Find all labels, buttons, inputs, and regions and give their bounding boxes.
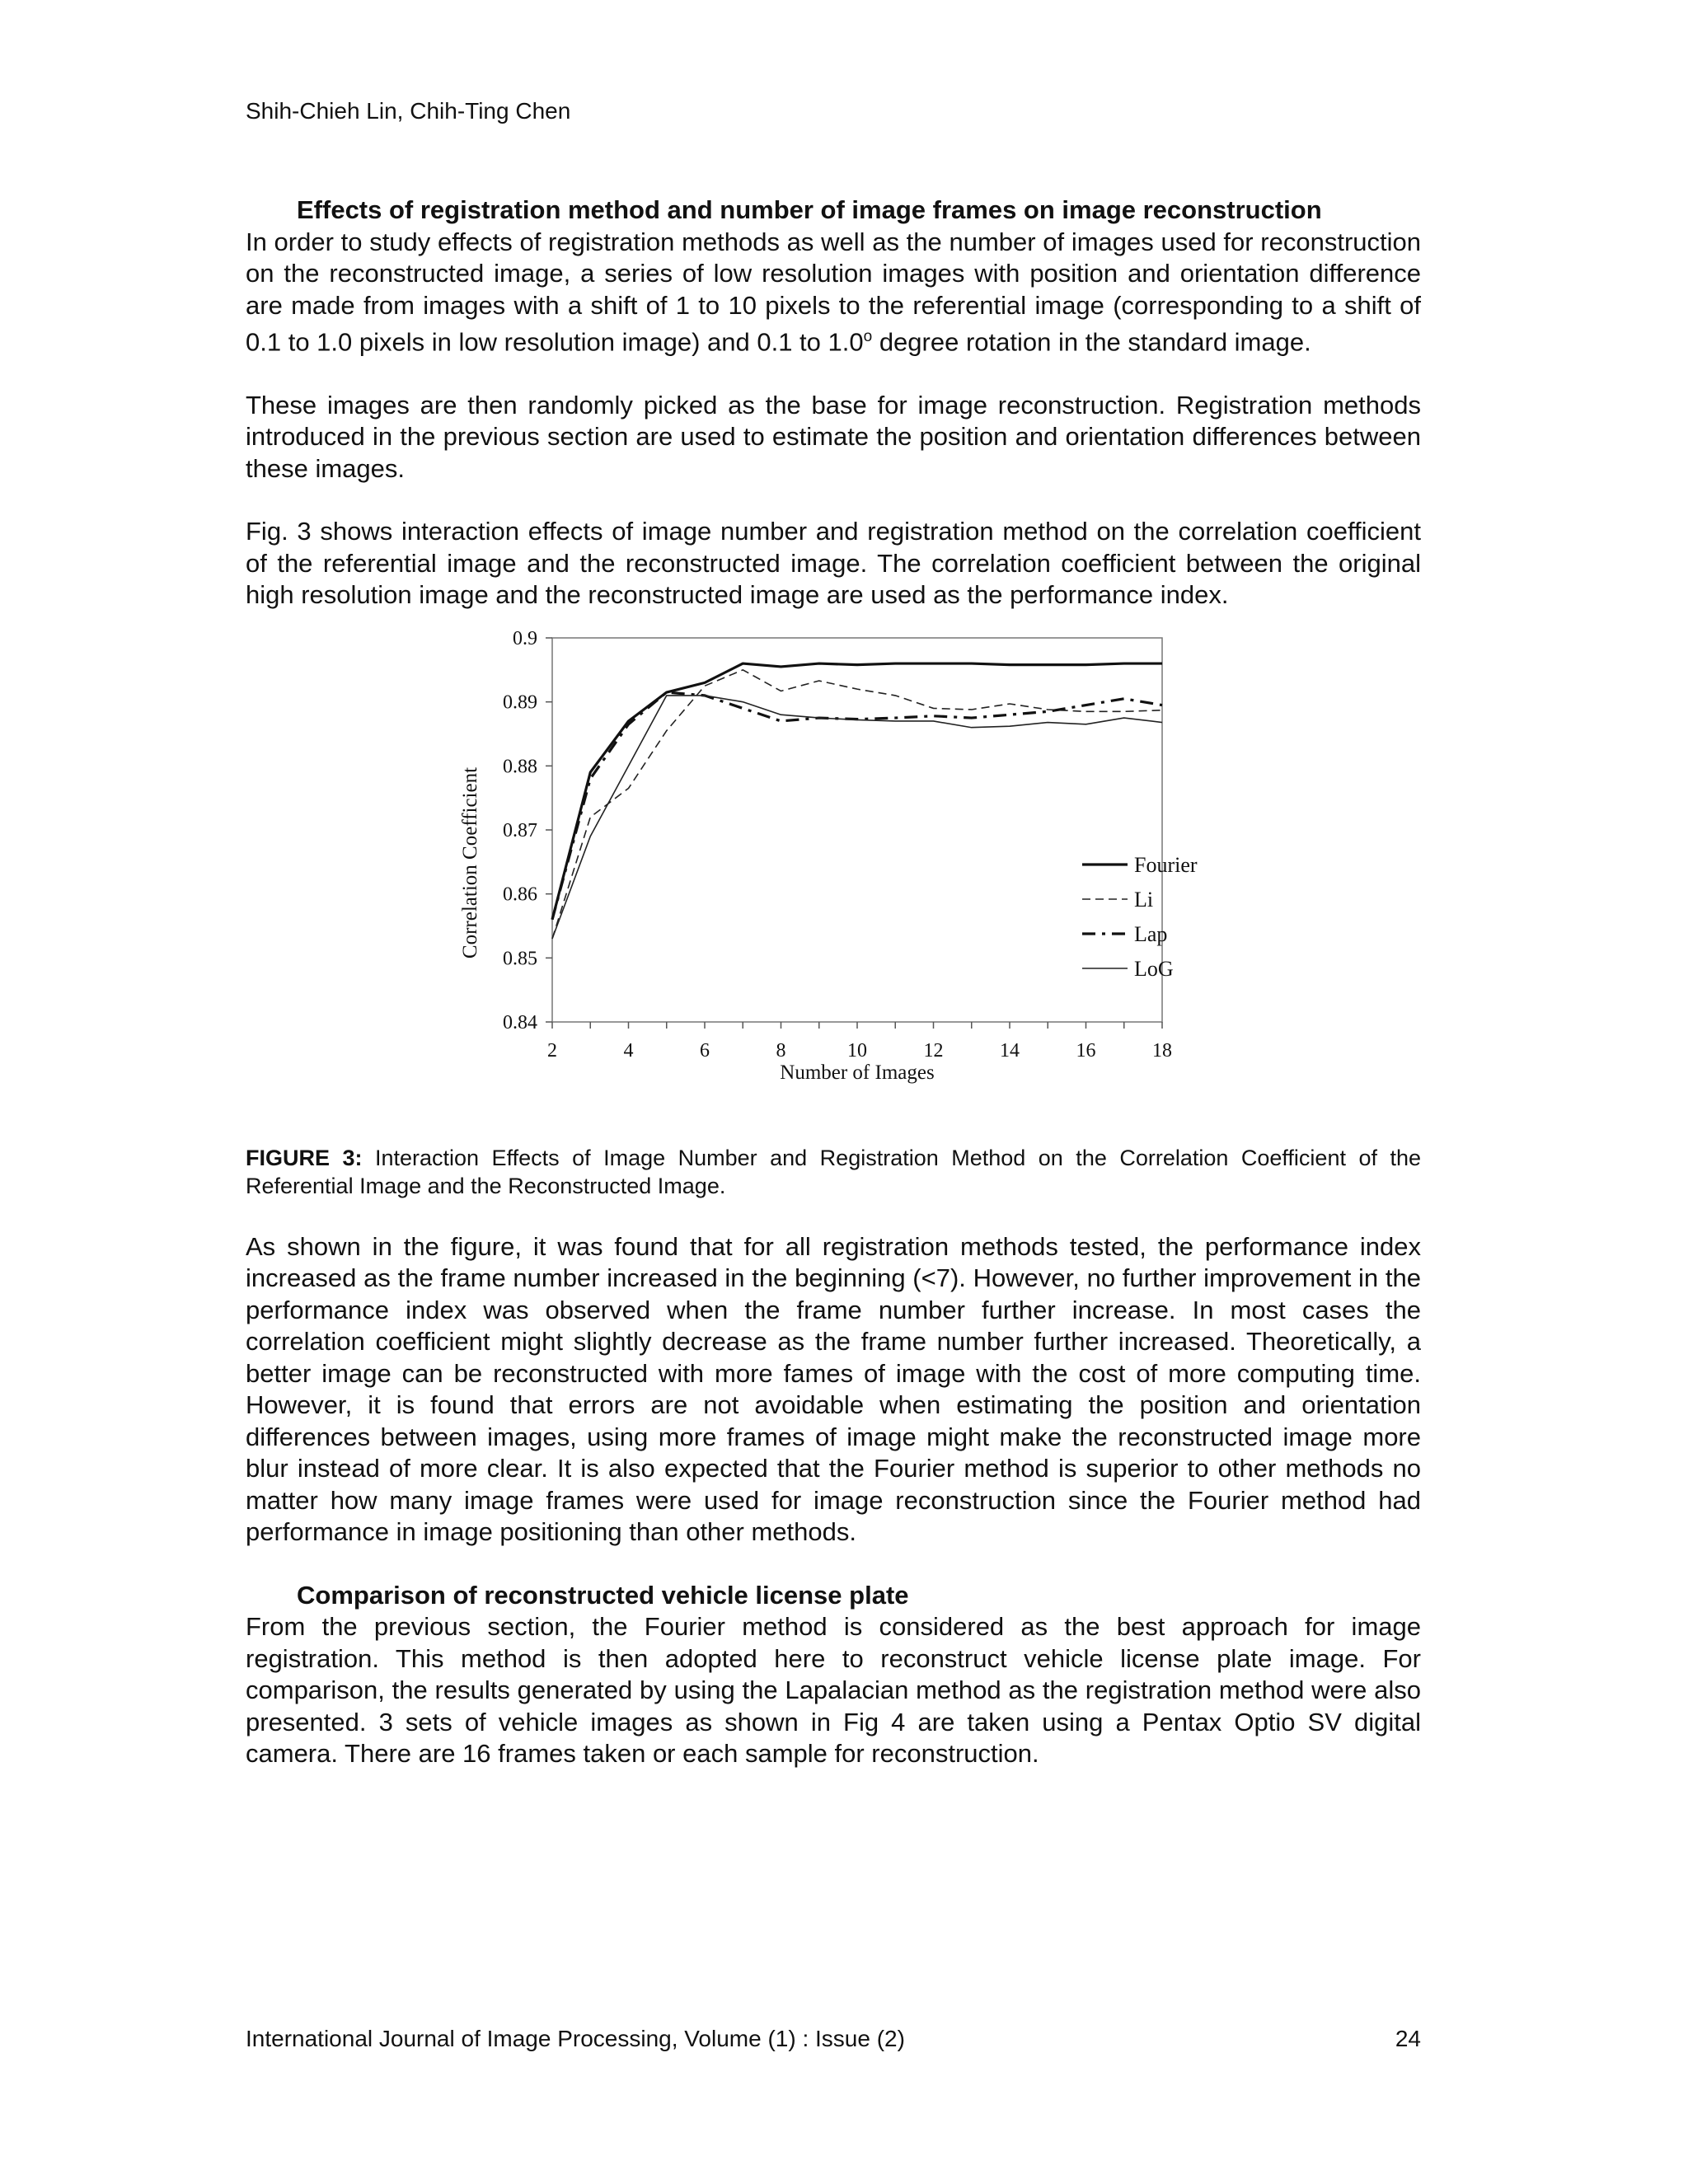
legend-label-li: Li <box>1134 887 1154 912</box>
page-header: Shih-Chieh Lin, Chih-Ting Chen <box>246 98 571 124</box>
x-axis-label: Number of Images <box>780 1061 935 1084</box>
section-heading-registration: Effects of registration method and number of image frames on image reconstruction <box>297 195 1322 224</box>
journal-name: International Journal of Image Processing, Volume (1) : Issue (2) <box>246 2026 905 2051</box>
legend-label-lap: Lap <box>1134 921 1168 946</box>
figure-caption <box>246 1144 1421 1200</box>
paragraph-5: From the previous section, the Fourier method is considered as the best approach for image registration. This method is then adopted here to reconstruct vehicle license plate image. For comparison, the results generated by using the Lapalacian method as the registration method were also presented. 3 sets of vehicle images as shown in Fig 4 are taken using a Pentax Optio SV digital camera. There are 16 frames taken or each sample for reconstruction. <box>246 1612 1421 1769</box>
legend-label-log: LoG <box>1134 956 1174 981</box>
chart-legend <box>1082 853 1198 981</box>
paragraph-1 <box>246 227 1421 359</box>
y-tick-label: 0.86 <box>503 883 537 906</box>
y-tick-label: 0.87 <box>503 819 537 841</box>
y-tick-label: 0.9 <box>513 627 537 649</box>
x-tick-label: 14 <box>1000 1039 1020 1062</box>
line-chart <box>246 616 1421 1144</box>
x-tick-label: 10 <box>847 1039 867 1062</box>
main-content <box>246 194 1421 1770</box>
section-heading-license-plate: Comparison of reconstructed vehicle license plate <box>297 1580 909 1610</box>
page-footer <box>246 2026 1421 2052</box>
y-tick-label: 0.89 <box>503 691 537 714</box>
plot-frame <box>552 638 1162 1022</box>
x-tick-label: 12 <box>923 1039 944 1062</box>
x-tick-label: 6 <box>700 1039 710 1062</box>
figure-caption-text: Interaction Effects of Image Number and Registration Method on the Correlation Coefficient of the Referential Image and the Reconstructed Image. <box>246 1145 1421 1198</box>
x-tick-label: 16 <box>1076 1039 1096 1062</box>
chart-series <box>552 663 1162 939</box>
x-tick-label: 4 <box>623 1039 634 1062</box>
paragraph-1-text: In order to study effects of registration methods as well as the number of images used for reconstruction on the reconstructed image, a series of low resolution images with position and orientation difference are made from images with a shift of 1 to 10 pixels to the referential image (corresponding to a shift of 0.1 to 1.0 pixels in low resolution image) and 0.1 to 1.0 <box>246 227 1421 357</box>
paragraph-2: These images are then randomly picked as the base for image reconstruction. Registration methods introduced in the previous section are used to estimate the position and orientation differences between these images. <box>246 390 1421 483</box>
degree-superscript: o <box>863 328 873 345</box>
figure-3-chart <box>246 616 1421 1144</box>
y-tick-label: 0.88 <box>503 756 537 778</box>
figure-label: FIGURE 3: <box>246 1145 363 1170</box>
legend-label-fourier: Fourier <box>1134 852 1198 877</box>
paragraph-4: As shown in the figure, it was found that for all registration methods tested, the performance index increased as the frame number increased in the beginning (<7). However, no further improvement in the performance index was observed when the frame number further increase. In most cases the correlation coefficient might slightly decrease as the frame number further increased. Theoretically, a better image can be reconstructed with more fames of image with the cost of more computing time. However, it is found that errors are not avoidable when estimating the position and orientation differences between images, using more frames of image might make the reconstructed image more blur instead of more clear. It is also expected that the Fourier method is superior to other methods no matter how many image frames were used for image reconstruction since the Fourier method had performance in image positioning than other methods. <box>246 1231 1421 1547</box>
chart-axes <box>459 628 1172 1084</box>
series-line-log <box>552 696 1162 939</box>
paragraph-3: Fig. 3 shows interaction effects of image number and registration method on the correlation coefficient of the referential image and the reconstructed image. The correlation coefficient between the original high resolution image and the reconstructed image are used as the performance index. <box>246 517 1421 610</box>
y-tick-label: 0.85 <box>503 948 537 970</box>
series-line-lap <box>552 692 1162 920</box>
x-tick-label: 18 <box>1152 1039 1172 1062</box>
series-line-fourier <box>552 663 1162 920</box>
page-number: 24 <box>1395 2026 1421 2051</box>
x-tick-label: 8 <box>776 1039 786 1062</box>
y-tick-label: 0.84 <box>503 1011 537 1033</box>
paragraph-1-tail: degree rotation in the standard image. <box>872 327 1311 357</box>
x-tick-label: 2 <box>547 1039 557 1062</box>
y-axis-label: Correlation Coefficient <box>459 766 481 958</box>
